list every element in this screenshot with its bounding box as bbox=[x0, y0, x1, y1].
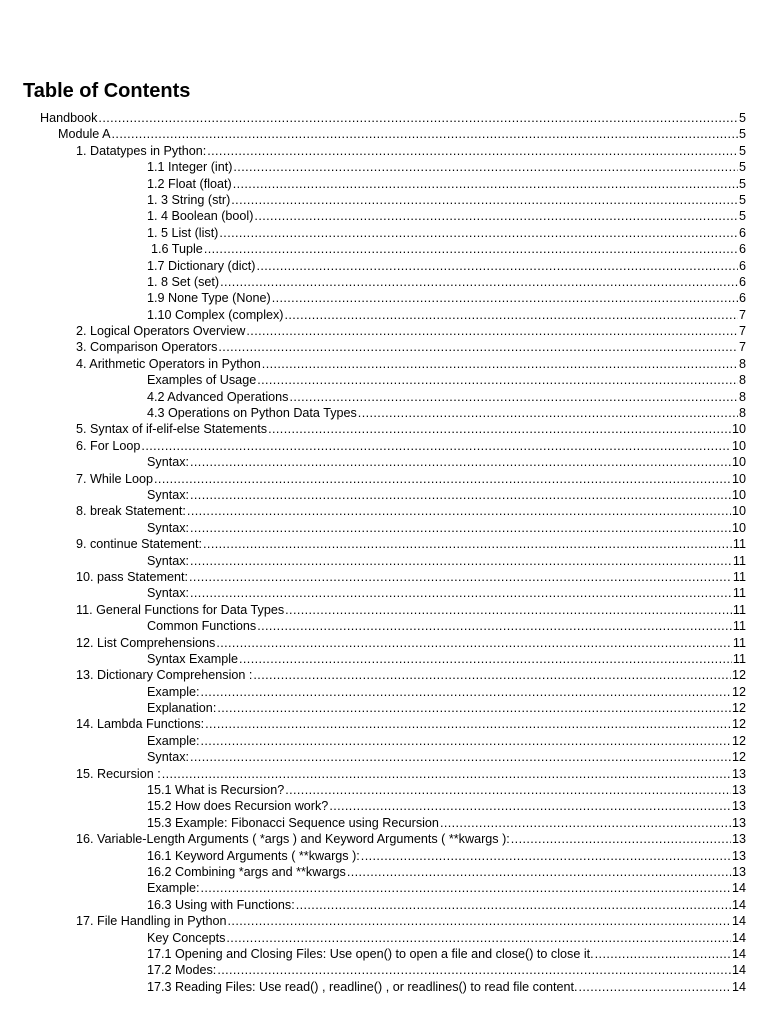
toc-entry-label: Syntax: bbox=[147, 750, 189, 765]
toc-entry-label: 4.3 Operations on Python Data Types bbox=[147, 406, 357, 421]
toc-entry[interactable] bbox=[0, 782, 768, 798]
toc-entry-page: 11 bbox=[732, 651, 746, 666]
toc-leader bbox=[246, 323, 738, 339]
toc-entry-label: Examples of Usage bbox=[147, 373, 257, 388]
toc-leader bbox=[218, 339, 738, 355]
toc-entry-label: 17.3 Reading Files: Use read() , readline() , or readlines() to read file content. bbox=[147, 979, 578, 994]
toc-leader bbox=[289, 389, 738, 405]
toc-entry-page: 11 bbox=[732, 569, 746, 584]
toc-leader bbox=[189, 569, 732, 585]
toc-entry-page: 8 bbox=[738, 389, 746, 404]
toc-leader bbox=[216, 635, 732, 651]
toc-entry-page: 6 bbox=[738, 274, 746, 289]
toc-entry[interactable] bbox=[0, 110, 768, 126]
toc-leader bbox=[217, 700, 731, 716]
toc-entry[interactable] bbox=[0, 798, 768, 814]
toc-leader bbox=[201, 880, 731, 896]
toc-entry-page: 5 bbox=[738, 143, 746, 158]
toc-entry-label: 3. Comparison Operators bbox=[76, 340, 218, 355]
toc-leader bbox=[190, 585, 732, 601]
toc-entry[interactable] bbox=[0, 208, 768, 224]
toc-entry-label: 16.2 Combining *args and **kwargs bbox=[147, 864, 346, 879]
toc-entry-label: 1.1 Integer (int) bbox=[147, 160, 233, 175]
toc-entry-page: 12 bbox=[731, 684, 746, 699]
toc-entry-label: 1.9 None Type (None) bbox=[147, 291, 271, 306]
toc-entry[interactable] bbox=[0, 143, 768, 159]
toc-entry-label: 11. General Functions for Data Types bbox=[76, 602, 285, 617]
toc-entry-page: 13 bbox=[731, 815, 746, 830]
toc-entry-label: 14. Lambda Functions: bbox=[76, 717, 205, 732]
toc-entry[interactable] bbox=[0, 815, 768, 831]
toc-entry-page: 10 bbox=[731, 438, 746, 453]
toc-entry-label: 9. continue Statement: bbox=[76, 537, 203, 552]
toc-entry-page: 13 bbox=[731, 848, 746, 863]
toc-entry-page: 13 bbox=[731, 783, 746, 798]
toc-entry[interactable] bbox=[0, 258, 768, 274]
toc-entry[interactable] bbox=[0, 454, 768, 470]
toc-entry-page: 6 bbox=[738, 258, 746, 273]
toc-entry-page: 12 bbox=[731, 717, 746, 732]
toc-entry[interactable] bbox=[0, 700, 768, 716]
toc-entry[interactable] bbox=[0, 421, 768, 437]
toc-entry-page: 12 bbox=[731, 750, 746, 765]
toc-leader bbox=[233, 159, 738, 175]
toc-entry-page: 13 bbox=[731, 799, 746, 814]
toc-entry-page: 14 bbox=[731, 897, 746, 912]
toc-entry-label: 6. For Loop bbox=[76, 438, 141, 453]
toc-entry-label: 15.3 Example: Fibonacci Sequence using Recursion bbox=[147, 815, 439, 830]
toc-entry[interactable] bbox=[0, 864, 768, 880]
toc-entry-label: 15. Recursion : bbox=[76, 766, 161, 781]
toc-leader bbox=[253, 667, 731, 683]
toc-leader bbox=[347, 864, 731, 880]
toc-entry-label: Syntax: bbox=[147, 520, 189, 535]
toc-entry-page: 8 bbox=[738, 373, 746, 388]
toc-entry-label: 1. 3 String (str) bbox=[147, 192, 231, 207]
toc-entry-label: 1. 4 Boolean (bool) bbox=[147, 209, 254, 224]
toc-leader bbox=[579, 979, 731, 995]
toc-entry-page: 5 bbox=[738, 176, 746, 191]
toc-entry-label: 4. Arithmetic Operators in Python bbox=[76, 356, 261, 371]
toc-leader bbox=[219, 225, 738, 241]
toc-entry-label: 5. Syntax of if-elif-else Statements bbox=[76, 422, 268, 437]
toc-entry[interactable] bbox=[0, 438, 768, 454]
toc-entry[interactable] bbox=[0, 618, 768, 634]
toc-entry[interactable] bbox=[0, 684, 768, 700]
toc-entry-label: 1.7 Dictionary (dict) bbox=[147, 258, 256, 273]
toc-entry-page: 7 bbox=[738, 340, 746, 355]
toc-entry-label: 8. break Statement: bbox=[76, 504, 186, 519]
toc-leader bbox=[268, 421, 731, 437]
toc-entry-label: 1. 8 Set (set) bbox=[147, 274, 220, 289]
toc-entry[interactable] bbox=[0, 471, 768, 487]
toc-entry[interactable] bbox=[0, 569, 768, 585]
toc-entry-page: 5 bbox=[738, 192, 746, 207]
toc-entry-label: 1. 5 List (list) bbox=[147, 225, 219, 240]
toc-leader bbox=[285, 602, 732, 618]
toc-entry-label: Explanation: bbox=[147, 701, 217, 716]
toc-entry-page: 14 bbox=[731, 946, 746, 961]
toc-leader bbox=[231, 192, 738, 208]
toc-leader bbox=[190, 749, 731, 765]
toc-entry-page: 14 bbox=[731, 963, 746, 978]
toc-leader bbox=[205, 716, 731, 732]
toc-leader bbox=[207, 143, 738, 159]
toc-leader bbox=[154, 471, 731, 487]
toc-entry[interactable] bbox=[0, 602, 768, 618]
toc-entry[interactable] bbox=[0, 176, 768, 192]
toc-entry-label: Common Functions bbox=[147, 619, 257, 634]
toc-leader bbox=[595, 946, 731, 962]
toc-entry[interactable] bbox=[0, 159, 768, 175]
toc-entry-label: Syntax: bbox=[147, 455, 189, 470]
toc-entry[interactable] bbox=[0, 520, 768, 536]
toc-entry-page: 10 bbox=[731, 455, 746, 470]
toc-entry[interactable] bbox=[0, 913, 768, 929]
toc-entry-page: 11 bbox=[732, 635, 746, 650]
toc-entry-page: 10 bbox=[731, 520, 746, 535]
toc-entry-page: 11 bbox=[732, 619, 746, 634]
toc-entry-label: 10. pass Statement: bbox=[76, 569, 189, 584]
toc-entry-label: 7. While Loop bbox=[76, 471, 154, 486]
toc-entry[interactable] bbox=[0, 930, 768, 946]
toc-entry[interactable] bbox=[0, 897, 768, 913]
toc-leader bbox=[262, 356, 738, 372]
toc-entry-label: Handbook bbox=[40, 111, 98, 125]
toc-entry-label: 12. List Comprehensions bbox=[76, 635, 216, 650]
toc-entry-label: 1.10 Complex (complex) bbox=[147, 307, 284, 322]
toc-leader bbox=[190, 520, 731, 536]
toc-entry-page: 10 bbox=[731, 422, 746, 437]
toc-entry-page: 6 bbox=[738, 242, 746, 257]
toc-entry[interactable] bbox=[0, 962, 768, 978]
toc-entry-label: 1.6 Tuple bbox=[151, 242, 203, 257]
toc-entry[interactable] bbox=[0, 356, 768, 372]
toc-entry-page: 10 bbox=[731, 504, 746, 519]
toc-entry[interactable] bbox=[0, 225, 768, 241]
toc-entry-label: 15.1 What is Recursion? bbox=[147, 783, 285, 798]
toc-title: Table of Contents bbox=[23, 80, 191, 102]
toc-entry-page: 12 bbox=[731, 733, 746, 748]
toc-entry-page: 13 bbox=[731, 832, 746, 847]
toc-leader bbox=[257, 372, 738, 388]
toc-entry[interactable] bbox=[0, 635, 768, 651]
toc-entry[interactable] bbox=[0, 831, 768, 847]
toc-entry-page: 12 bbox=[731, 668, 746, 683]
toc-entry-page: 11 bbox=[732, 553, 746, 568]
toc-entry-page: 5 bbox=[738, 111, 746, 125]
toc-entry[interactable] bbox=[0, 323, 768, 339]
toc-entry-label: 15.2 How does Recursion work? bbox=[147, 799, 329, 814]
toc-list bbox=[0, 110, 768, 995]
toc-leader bbox=[190, 553, 732, 569]
toc-entry[interactable] bbox=[0, 733, 768, 749]
toc-entry[interactable] bbox=[0, 667, 768, 683]
toc-entry-page: 13 bbox=[731, 864, 746, 879]
toc-entry-label: 16. Variable-Length Arguments ( *args ) and Keyword Arguments ( **kwargs ): bbox=[76, 832, 510, 847]
toc-leader bbox=[190, 487, 731, 503]
toc-entry[interactable] bbox=[0, 651, 768, 667]
toc-entry-label: Example: bbox=[147, 733, 200, 748]
toc-leader bbox=[112, 126, 738, 142]
toc-entry-label: Example: bbox=[147, 684, 200, 699]
toc-leader bbox=[226, 930, 731, 946]
toc-entry[interactable] bbox=[0, 192, 768, 208]
toc-leader bbox=[284, 307, 738, 323]
toc-entry-label: Syntax Example bbox=[147, 651, 238, 666]
toc-entry[interactable] bbox=[0, 339, 768, 355]
toc-leader bbox=[272, 290, 738, 306]
toc-entry-page: 14 bbox=[731, 930, 746, 945]
toc-entry-page: 11 bbox=[732, 537, 746, 552]
toc-entry[interactable] bbox=[0, 503, 768, 519]
toc-leader bbox=[217, 962, 731, 978]
toc-entry[interactable] bbox=[0, 979, 768, 995]
toc-leader bbox=[256, 258, 738, 274]
toc-entry-label: 13. Dictionary Comprehension : bbox=[76, 668, 253, 683]
toc-entry-page: 14 bbox=[731, 881, 746, 896]
toc-entry[interactable] bbox=[0, 487, 768, 503]
toc-entry-label: 1. Datatypes in Python: bbox=[76, 143, 207, 158]
toc-entry-label: Syntax: bbox=[147, 586, 189, 601]
toc-entry-page: 5 bbox=[738, 160, 746, 175]
toc-entry[interactable] bbox=[0, 716, 768, 732]
toc-entry-page: 7 bbox=[738, 324, 746, 339]
toc-entry-page: 7 bbox=[738, 307, 746, 322]
toc-entry-page: 6 bbox=[738, 291, 746, 306]
toc-entry[interactable] bbox=[0, 585, 768, 601]
toc-entry[interactable] bbox=[0, 307, 768, 323]
toc-leader bbox=[204, 241, 738, 257]
toc-leader bbox=[98, 110, 738, 126]
toc-leader bbox=[257, 618, 732, 634]
toc-entry-page: 14 bbox=[731, 979, 746, 994]
toc-entry-page: 8 bbox=[738, 406, 746, 421]
toc-leader bbox=[233, 176, 738, 192]
toc-entry[interactable] bbox=[0, 766, 768, 782]
toc-entry[interactable] bbox=[0, 880, 768, 896]
toc-entry-label: 2. Logical Operators Overview bbox=[76, 324, 246, 339]
toc-leader bbox=[440, 815, 731, 831]
toc-entry-label: 1.2 Float (float) bbox=[147, 176, 232, 191]
toc-entry-page: 10 bbox=[731, 471, 746, 486]
toc-entry-label: Syntax: bbox=[147, 487, 189, 502]
toc-leader bbox=[190, 454, 731, 470]
toc-entry-label: 16.3 Using with Functions: bbox=[147, 897, 295, 912]
toc-leader bbox=[239, 651, 732, 667]
toc-entry[interactable] bbox=[0, 848, 768, 864]
toc-entry-page: 5 bbox=[738, 209, 746, 224]
toc-leader bbox=[201, 684, 731, 700]
toc-leader bbox=[361, 848, 731, 864]
toc-leader bbox=[162, 766, 731, 782]
toc-entry-label: Module A bbox=[58, 127, 111, 142]
toc-entry-label: 16.1 Keyword Arguments ( **kwargs ): bbox=[147, 848, 360, 863]
toc-leader bbox=[511, 831, 731, 847]
toc-entry-page: 11 bbox=[732, 602, 746, 617]
toc-leader bbox=[296, 897, 731, 913]
toc-entry-page: 10 bbox=[731, 487, 746, 502]
toc-entry[interactable] bbox=[0, 372, 768, 388]
toc-leader bbox=[220, 274, 738, 290]
toc-entry[interactable] bbox=[0, 536, 768, 552]
toc-leader bbox=[187, 503, 731, 519]
toc-entry[interactable] bbox=[0, 274, 768, 290]
toc-entry-label: 4.2 Advanced Operations bbox=[147, 389, 289, 404]
toc-leader bbox=[203, 536, 732, 552]
toc-entry-label: 17.2 Modes: bbox=[147, 963, 217, 978]
toc-leader bbox=[329, 798, 731, 814]
toc-entry-page: 8 bbox=[738, 356, 746, 371]
toc-entry-page: 12 bbox=[731, 701, 746, 716]
toc-entry[interactable] bbox=[0, 749, 768, 765]
toc-leader bbox=[141, 438, 731, 454]
toc-entry[interactable] bbox=[0, 290, 768, 306]
toc-entry[interactable] bbox=[0, 389, 768, 405]
toc-entry[interactable] bbox=[0, 241, 768, 257]
toc-entry[interactable] bbox=[0, 126, 768, 142]
toc-entry-page: 6 bbox=[738, 225, 746, 240]
toc-entry[interactable] bbox=[0, 946, 768, 962]
toc-entry-page: 5 bbox=[738, 127, 746, 142]
toc-entry-label: Syntax: bbox=[147, 553, 189, 568]
toc-leader bbox=[358, 405, 738, 421]
toc-entry-page: 13 bbox=[731, 766, 746, 781]
toc-entry[interactable] bbox=[0, 405, 768, 421]
toc-entry-label: Example: bbox=[147, 881, 200, 896]
toc-entry-label: 17.1 Opening and Closing Files: Use open() to open a file and close() to close it. bbox=[147, 946, 594, 961]
toc-entry-page: 11 bbox=[732, 586, 746, 601]
toc-leader bbox=[201, 733, 731, 749]
toc-entry-label: 17. File Handling in Python bbox=[76, 914, 227, 929]
toc-leader bbox=[254, 208, 738, 224]
toc-leader bbox=[285, 782, 731, 798]
toc-entry-label: Key Concepts bbox=[147, 930, 226, 945]
toc-leader bbox=[228, 913, 731, 929]
toc-entry-page: 14 bbox=[731, 914, 746, 929]
toc-entry[interactable] bbox=[0, 553, 768, 569]
